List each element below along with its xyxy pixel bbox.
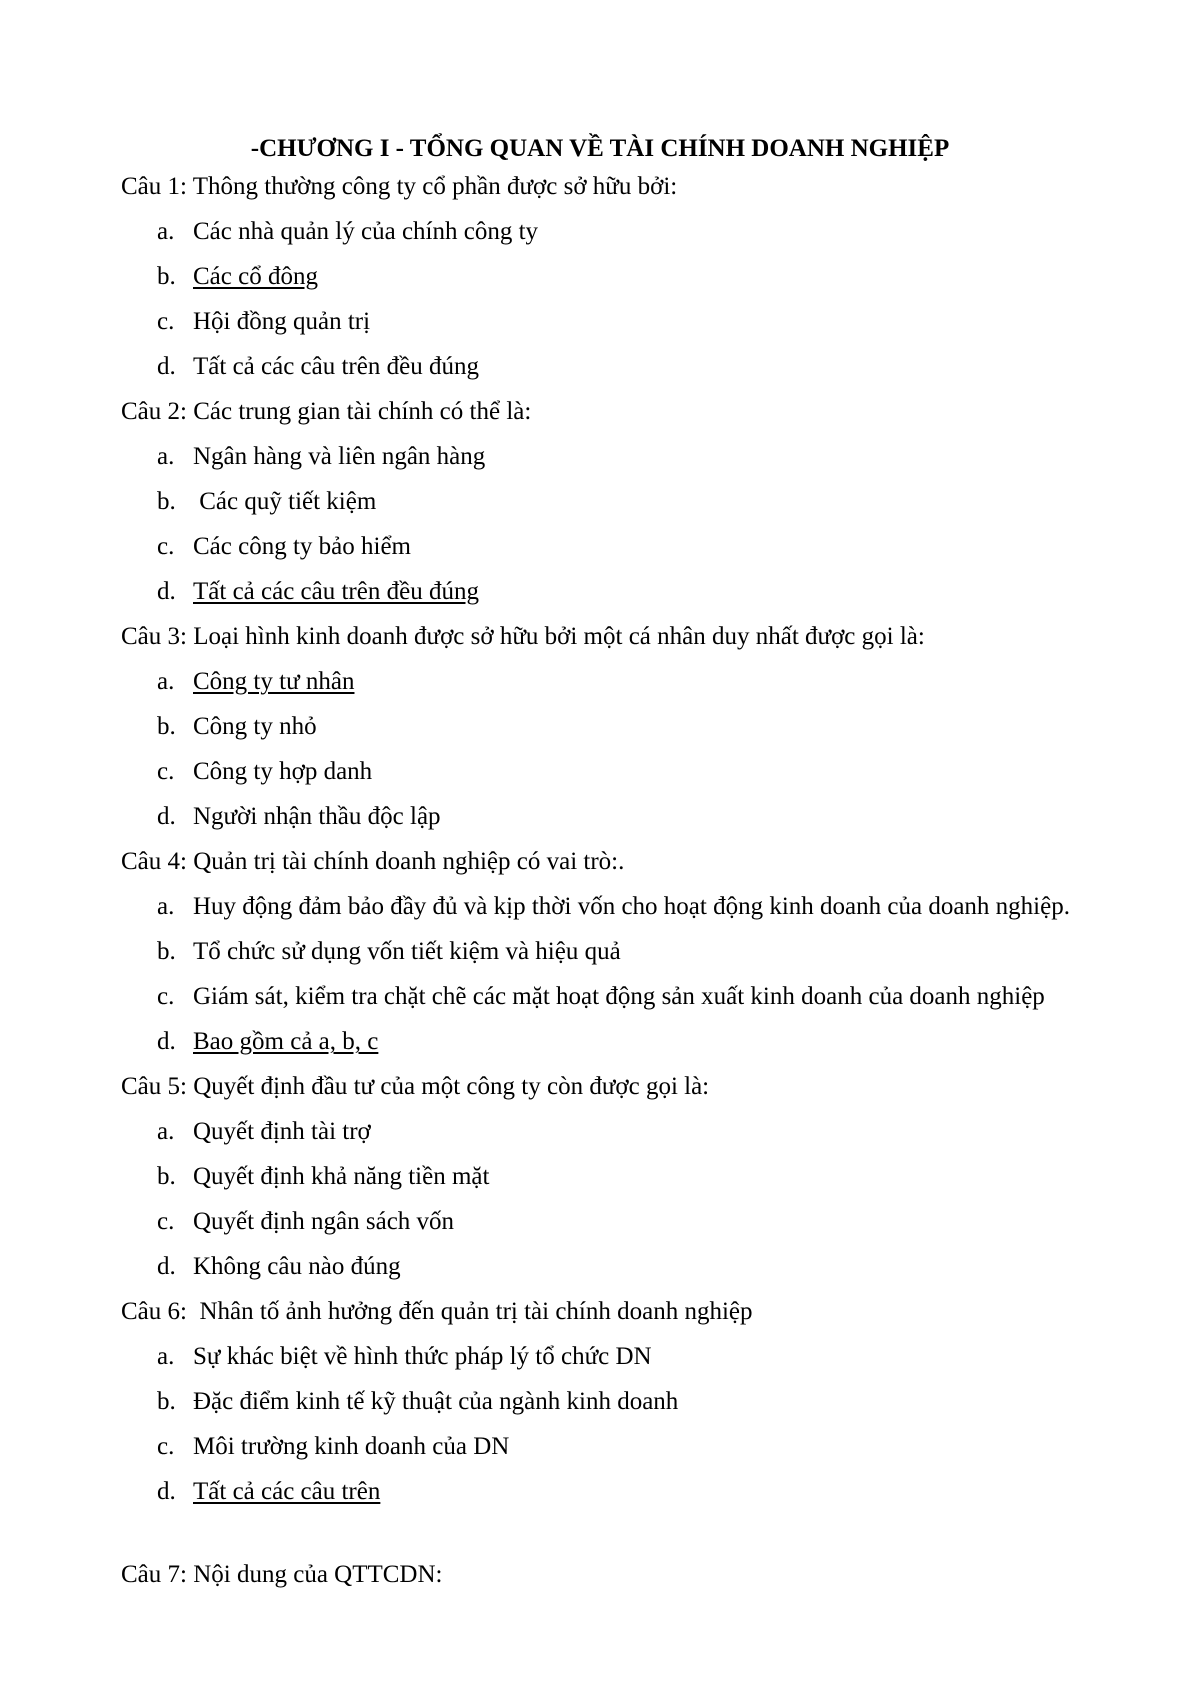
option-letter: a. <box>157 218 175 245</box>
option-text-correct: Tất cả các câu trên đều đúng <box>193 578 479 605</box>
option-letter: c. <box>157 983 175 1010</box>
question-label: Câu 1: Thông thường công ty cổ phần được sở hữu bởi: <box>121 173 678 200</box>
option-letter: b. <box>157 1388 176 1415</box>
question-label: Câu 5: Quyết định đầu tư của một công ty còn được gọi là: <box>121 1073 710 1100</box>
option-letter: b. <box>157 488 176 515</box>
option-text: Tất cả các câu trên đều đúng <box>193 353 479 380</box>
question-label: Câu 3: Loại hình kinh doanh được sở hữu bởi một cá nhân duy nhất được gọi là: <box>121 623 925 650</box>
answer-option <box>157 486 376 518</box>
answer-option <box>157 801 441 833</box>
option-letter: d. <box>157 803 176 830</box>
answer-option <box>157 711 317 743</box>
option-letter: a. <box>157 1343 175 1370</box>
option-text: Hội đồng quản trị <box>193 308 371 335</box>
option-letter: a. <box>157 668 175 695</box>
option-text-correct: Các cổ đông <box>193 263 318 290</box>
option-letter: a. <box>157 893 175 920</box>
option-text: Công ty hợp danh <box>193 758 373 785</box>
question-label: Câu 2: Các trung gian tài chính có thể là: <box>121 398 532 425</box>
answer-option <box>157 441 485 473</box>
option-text: Sự khác biệt về hình thức pháp lý tổ chức DN <box>193 1343 652 1370</box>
answer-option <box>157 351 479 383</box>
option-letter: a. <box>157 443 175 470</box>
option-text: Tổ chức sử dụng vốn tiết kiệm và hiệu quả <box>193 938 621 965</box>
answer-option <box>157 306 370 338</box>
answer-option <box>157 1206 454 1238</box>
option-letter: a. <box>157 1118 175 1145</box>
answer-option <box>157 936 621 968</box>
question-label: Câu 6: Nhân tố ảnh hưởng đến quản trị tài chính doanh nghiệp <box>121 1298 753 1325</box>
option-letter: c. <box>157 758 175 785</box>
option-text: Công ty nhỏ <box>193 713 317 740</box>
option-letter: d. <box>157 1028 176 1055</box>
option-text: Huy động đảm bảo đầy đủ và kịp thời vốn cho hoạt động kinh doanh của doanh nghiệp. <box>193 893 1070 920</box>
option-letter: b. <box>157 1163 176 1190</box>
answer-option <box>157 1026 378 1058</box>
option-text-correct: Tất cả các câu trên <box>193 1478 381 1505</box>
option-text: Không câu nào đúng <box>193 1253 401 1280</box>
answer-option <box>157 1251 401 1283</box>
option-text: Quyết định tài trợ <box>193 1118 371 1145</box>
option-letter: c. <box>157 1208 175 1235</box>
option-letter: b. <box>157 263 176 290</box>
answer-option <box>157 756 372 788</box>
option-text: Quyết định ngân sách vốn <box>193 1208 455 1235</box>
option-letter: d. <box>157 353 176 380</box>
chapter-title: -CHƯƠNG I - TỔNG QUAN VỀ TÀI CHÍNH DOANH NGHIỆP <box>250 135 950 162</box>
option-letter: d. <box>157 578 176 605</box>
option-text: Các quỹ tiết kiệm <box>193 488 377 515</box>
answer-option <box>157 576 479 608</box>
answer-option <box>157 1161 489 1193</box>
question-label: Câu 4: Quản trị tài chính doanh nghiệp có vai trò:. <box>121 848 625 875</box>
option-text: Các nhà quản lý của chính công ty <box>193 218 539 245</box>
answer-option <box>157 1431 509 1463</box>
option-letter: b. <box>157 713 176 740</box>
option-letter: b. <box>157 938 176 965</box>
question-label: Câu 7: Nội dung của QTTCDN: <box>121 1561 443 1588</box>
answer-option <box>157 216 538 248</box>
option-text: Ngân hàng và liên ngân hàng <box>193 443 486 470</box>
option-text: Các công ty bảo hiểm <box>193 533 411 560</box>
answer-option <box>157 1476 380 1508</box>
answer-option <box>157 891 1070 923</box>
option-letter: c. <box>157 533 175 560</box>
option-text: Giám sát, kiểm tra chặt chẽ các mặt hoạt động sản xuất kinh doanh của doanh nghiệp <box>193 983 1045 1010</box>
option-letter: d. <box>157 1253 176 1280</box>
option-text-correct: Bao gồm cả a, b, c <box>193 1028 379 1055</box>
answer-option <box>157 1116 371 1148</box>
answer-option <box>157 531 411 563</box>
option-text: Quyết định khả năng tiền mặt <box>193 1163 490 1190</box>
option-text-correct: Công ty tư nhân <box>193 668 355 695</box>
option-letter: d. <box>157 1478 176 1505</box>
answer-option <box>157 1386 678 1418</box>
option-text: Đặc điểm kinh tế kỹ thuật của ngành kinh doanh <box>193 1388 679 1415</box>
option-text: Người nhận thầu độc lập <box>193 803 441 830</box>
option-letter: c. <box>157 308 175 335</box>
option-text: Môi trường kinh doanh của DN <box>193 1433 510 1460</box>
answer-option <box>157 666 354 698</box>
answer-option <box>157 1341 652 1373</box>
answer-option <box>157 981 1045 1013</box>
answer-option <box>157 261 318 293</box>
option-letter: c. <box>157 1433 175 1460</box>
